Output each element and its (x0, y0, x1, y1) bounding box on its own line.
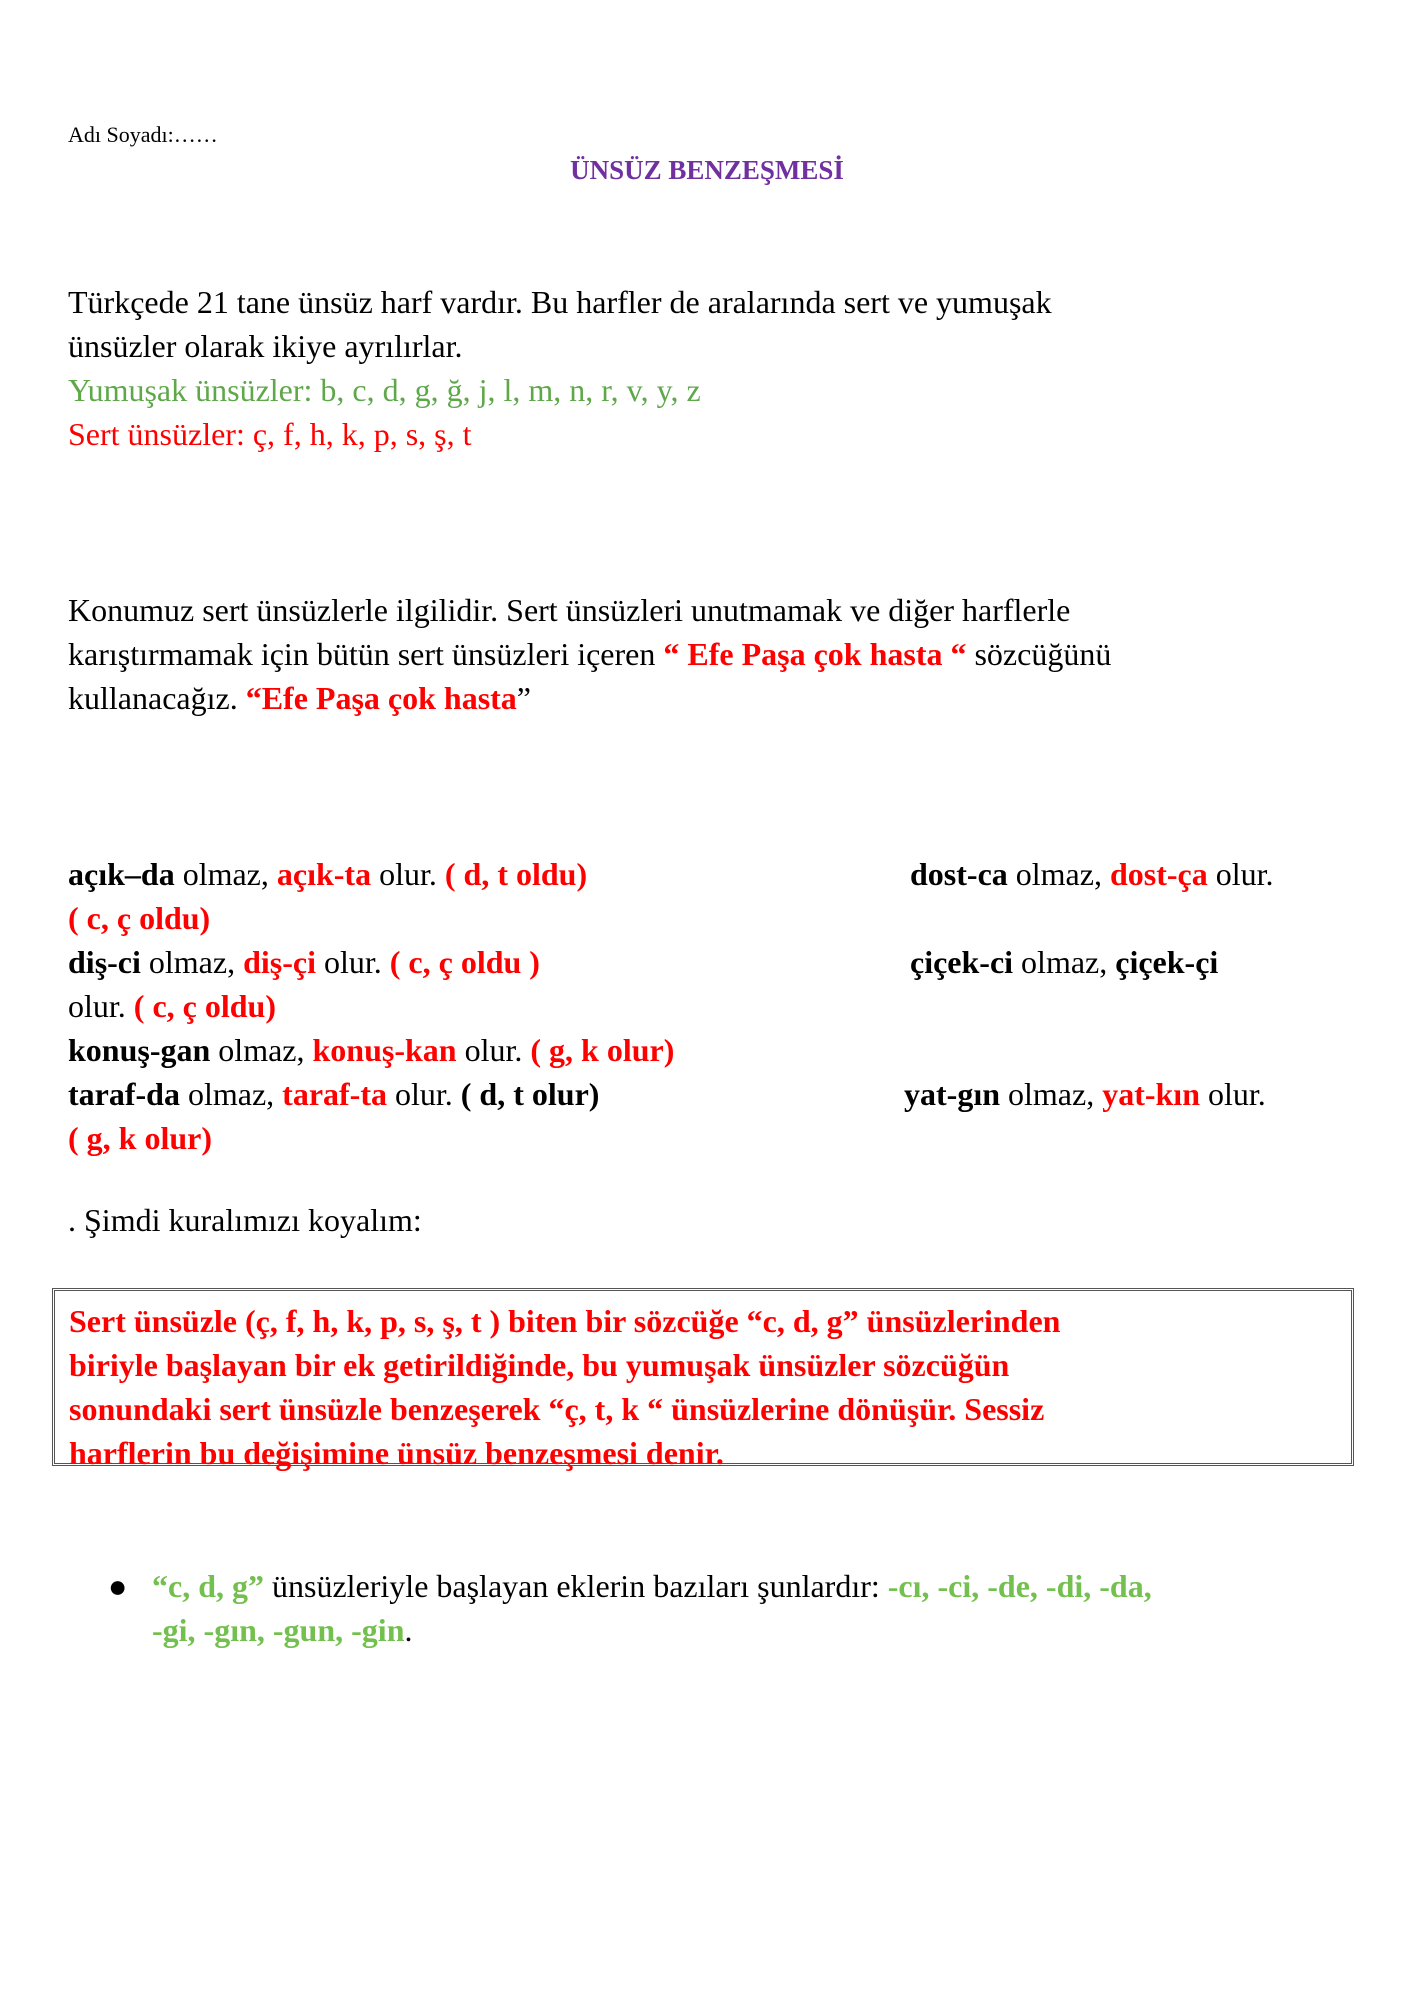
example-note: ( c, ç oldu) (68, 900, 211, 936)
example-wrong-word: diş-ci (68, 944, 141, 980)
example-text: olur. (456, 1032, 531, 1068)
example-note: ( c, ç oldu) (133, 988, 276, 1024)
example-text: olur. (1199, 1076, 1266, 1112)
topic-line-2 (68, 632, 1358, 676)
example-text: olmaz, (1007, 856, 1110, 892)
closing-quote: ” (516, 680, 531, 716)
example-text: olmaz, (210, 1032, 313, 1068)
example-note: ( d, t olur) (460, 1076, 600, 1112)
example-wrong-word: açık–da (68, 856, 175, 892)
example-line-7 (68, 1116, 1358, 1160)
example-line-5 (68, 1028, 1358, 1072)
topic-line-1: Konumuz sert ünsüzlerle ilgilidir. Sert ünsüzleri unutmamak ve diğer harflerle (68, 592, 1071, 628)
example-wrong-word: çiçek-ci (910, 944, 1014, 980)
suffix-list-1: -cı, -ci, -de, -di, -da, (887, 1568, 1152, 1604)
example-line-1 (68, 852, 1358, 896)
mnemonic-phrase-repeat: “Efe Paşa çok hasta (245, 680, 517, 716)
example-line-6 (68, 1072, 1358, 1116)
rule-line-1: Sert ünsüzle (ç, f, h, k, p, s, ş, t ) biten bir sözcüğe “c, d, g” ünsüzlerinden (69, 1303, 1061, 1339)
bullet-item (108, 1564, 1358, 1652)
example-correct-word: konuş-kan (312, 1032, 457, 1068)
intro-line-1: Türkçede 21 tane ünsüz harf vardır. Bu harfler de aralarında sert ve yumuşak (68, 284, 1052, 320)
example-correct-word: taraf-ta (282, 1076, 387, 1112)
example-right-1 (910, 852, 1274, 896)
example-correct-word: yat-kın (1102, 1076, 1200, 1112)
intro-paragraph (68, 280, 1358, 456)
example-line-2 (68, 896, 1358, 940)
example-right-2 (910, 940, 1218, 984)
example-note: ( g, k olur) (68, 1120, 212, 1156)
example-right-3 (904, 1072, 1266, 1116)
examples-block (68, 852, 1358, 1160)
topic-line-2-end: sözcüğünü (966, 636, 1112, 672)
example-text: olur. (68, 988, 134, 1024)
example-text: olmaz, (1013, 944, 1116, 980)
example-text: olmaz, (179, 1076, 283, 1112)
example-wrong-word: dost-ca (910, 856, 1008, 892)
example-wrong-word: yat-gın (904, 1076, 1000, 1112)
topic-paragraph (68, 588, 1358, 720)
bullet-dot-icon: ● (108, 1568, 128, 1604)
bullet-consonants: “c, d, g” (152, 1568, 264, 1604)
bullet-text (152, 1564, 1358, 1652)
topic-line-2-text: karıştırmamak için bütün sert ünsüzleri içeren (68, 636, 664, 672)
suffix-list-2: -gi, -gın, -gun, -gin (152, 1612, 405, 1648)
example-text: olur. (1207, 856, 1274, 892)
rule-box (52, 1288, 1354, 1471)
example-wrong-word: konuş-gan (68, 1032, 211, 1068)
rule-line-2: biriyle başlayan bir ek getirildiğinde, bu yumuşak ünsüzler sözcüğün (69, 1347, 1010, 1383)
example-wrong-word: taraf-da (68, 1076, 180, 1112)
example-correct-word: çiçek-çi (1115, 944, 1219, 980)
example-line-4 (68, 984, 1358, 1028)
example-text: olmaz, (174, 856, 277, 892)
example-correct-word: açık-ta (276, 856, 372, 892)
topic-line-3-text: kullanacağız. (68, 680, 246, 716)
soft-consonants-line: Yumuşak ünsüzler: b, c, d, g, ğ, j, l, m, n, r, v, y, z (68, 372, 701, 408)
page-title: ÜNSÜZ BENZEŞMESİ (570, 155, 844, 185)
hard-consonants-line: Sert ünsüzler: ç, f, h, k, p, s, ş, t (68, 416, 472, 452)
example-text: olur. (315, 944, 390, 980)
intro-line-2: ünsüzler olarak ikiye ayrılırlar. (68, 328, 463, 364)
example-text: olmaz, (140, 944, 244, 980)
example-note: ( d, t oldu) (444, 856, 588, 892)
example-correct-word: diş-çi (243, 944, 316, 980)
example-text: olmaz, (1000, 1076, 1103, 1112)
mnemonic-phrase: “ Efe Paşa çok hasta “ (663, 636, 967, 672)
example-text: olur. (386, 1076, 461, 1112)
rule-intro: . Şimdi kuralımızı koyalım: (68, 1202, 422, 1238)
bullet-body: ünsüzleriyle başlayan eklerin bazıları şunlardır: (264, 1568, 888, 1604)
example-note: ( c, ç oldu ) (389, 944, 540, 980)
example-correct-word: dost-ça (1109, 856, 1208, 892)
rule-line-4: harflerin bu değişimine ünsüz benzeşmesi denir. (69, 1435, 724, 1471)
topic-line-3 (68, 676, 1358, 720)
example-note: ( g, k olur) (530, 1032, 675, 1068)
example-text: olur. (371, 856, 445, 892)
example-line-3 (68, 940, 1358, 984)
rule-line-3: sonundaki sert ünsüzle benzeşerek “ç, t, k “ ünsüzlerine dönüşür. Sessiz (69, 1391, 1045, 1427)
name-line: Adı Soyadı:…… (68, 122, 218, 147)
bullet-end: . (404, 1612, 413, 1648)
